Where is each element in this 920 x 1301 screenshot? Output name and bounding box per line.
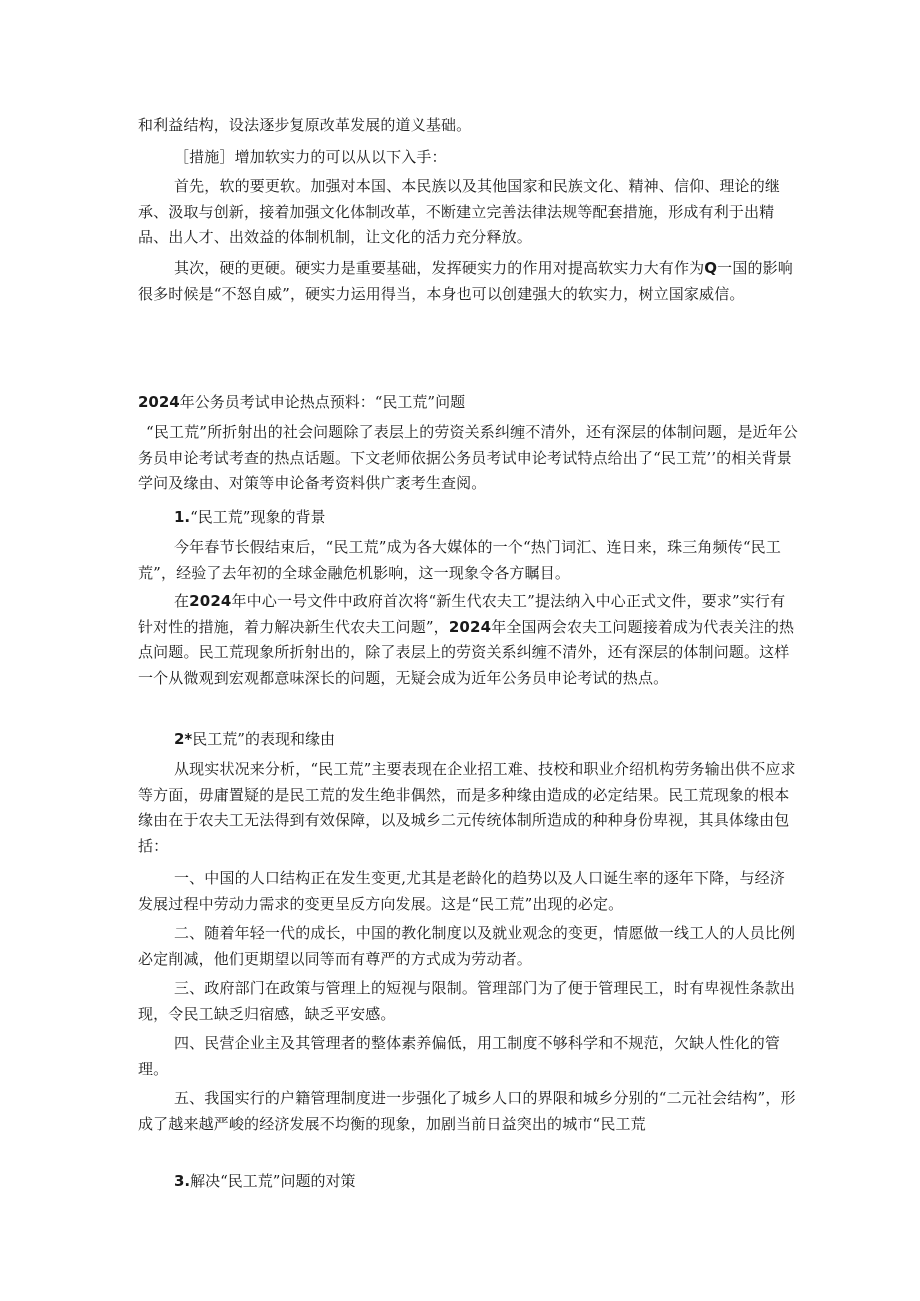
section-heading-number: 3. [174,1172,191,1190]
paragraph-hard-power-text: 其次，硬的更硬。硬实力是重要基础，发挥硬实力的作用对提高软实力大有作为 [174,259,705,277]
bg2-year-1: 2024 [189,592,232,610]
section-heading-number: 2* [174,730,193,748]
paragraph-causes-overview: 从现实状况来分析，“民工荒”主要表现在企业招工难、技校和职业介绍机构劳务输出供不应求等方面，毋庸置疑的是民工荒的发生绝非偶然，而是多种缘由造成的必定结果。民工荒现象的根本缘由在于农夫工无法得到有效保障，以及城乡二元传统体制所造成的种种身份卑视，其具体缘由包括： [138,760,796,855]
article-title-year: 2024 [138,393,180,411]
bg2-part-a: 在 [174,592,190,610]
paragraph-hard-power [138,256,798,307]
section-heading-number: 1. [174,508,191,526]
section-heading-text: 民工荒”的表现和缘由 [192,730,335,748]
paragraph-continuation: 和利益结构，设法逐步复原改革发展的道义基础。 [138,116,472,134]
q-mark: Q [704,259,718,277]
section-heading-causes [174,727,834,753]
paragraph-hard-power-rest: 一国的影响很多时候是“不怒自威”，硬实力运用得当，本身也可以创建强大的软实力，树立国家威信。 [138,259,793,303]
bg2-part-b: 年中心一号文件中政府首次将“新生代农夫工”提法纳入中心正式文件，要求”实行有针对性的措施，着力解决新生代农夫工问题”， [138,592,786,636]
article-title-text: 年公务员考试申论热点预料：“民工荒”问题 [179,393,466,411]
paragraph-cause-5: 五、我国实行的户籍管理制度进一步强化了城乡人口的界限和城乡分别的“二元社会结构”，形成了越来越严峻的经济发展不均衡的现象，加剧当前日益突出的城市“民工荒 [138,1089,796,1133]
section-heading-text: 解决“民工荒”问题的对策 [190,1172,356,1190]
paragraph-cause-3: 三、政府部门在政策与管理上的短视与限制。管理部门为了便于管理民工，时有卑视性条款出现，令民工缺乏归宿感，缺乏平安感。 [138,979,796,1023]
paragraph-measures-intro: ［措施］增加软实力的可以从以下入手： [174,148,447,166]
paragraph-cause-1: 一、中国的人口结构正在发生变更,尤其是老龄化的趋势以及人口诞生率的逐年下降，与经济发展过程中劳动力需求的变更呈反方向发展。这是“民工荒”出现的必定。 [138,869,785,913]
paragraph-cause-2: 二、随着年轻一代的成长，中国的教化制度以及就业观念的变更，情愿做一线工人的人员比例必定削减，他们更期望以同等而有尊严的方式成为劳动者。 [138,924,796,968]
paragraph-cause-4: 四、民营企业主及其管理者的整体素养偏低，用工制度不够科学和不规范，欠缺人性化的管理。 [138,1034,781,1078]
bg2-year-2: 2024 [448,617,492,636]
article-title [138,390,798,416]
paragraph-intro: “民工荒”所折射出的社会问题除了表层上的劳资关系纠缠不清外，还有深层的体制问题，是近年公务员申论考试考查的热点话题。下文老师依据公务员考试申论考试特点给出了“民工荒’’的相关背景学问及缘由、对策等申论备考资料供广袤考生查阅。 [138,423,798,492]
section-heading-text: “民工荒”现象的背景 [190,508,326,526]
section-heading-solutions [174,1169,834,1195]
paragraph-soft-power: 首先，软的要更软。加强对本国、本民族以及其他国家和民族文化、精神、信仰、理论的继承、汲取与创新，接着加强文化体制改革，不断建立完善法律法规等配套措施，形成有利于出精品、出人才、出效益的体制机制，让文化的活力充分释放。 [138,177,781,246]
section-heading-background [174,505,834,531]
paragraph-background-1: 今年春节长假结束后，“民工荒”成为各大媒体的一个“热门词汇、连日来，珠三角频传“民工荒”，经验了去年初的全球金融危机影响，这一现象令各方瞩目。 [138,538,781,582]
paragraph-background-2 [138,589,798,691]
bg2-part-c: 年全国两会农夫工问题接着成为代表关注的热点问题。民工荒现象所折射出的，除了表层上的劳资关系纠缠不清外，还有深层的体制问题。这样一个从微观到宏观都意味深长的问题，无疑会成为近年公务员申论考试的热点。 [138,617,795,687]
